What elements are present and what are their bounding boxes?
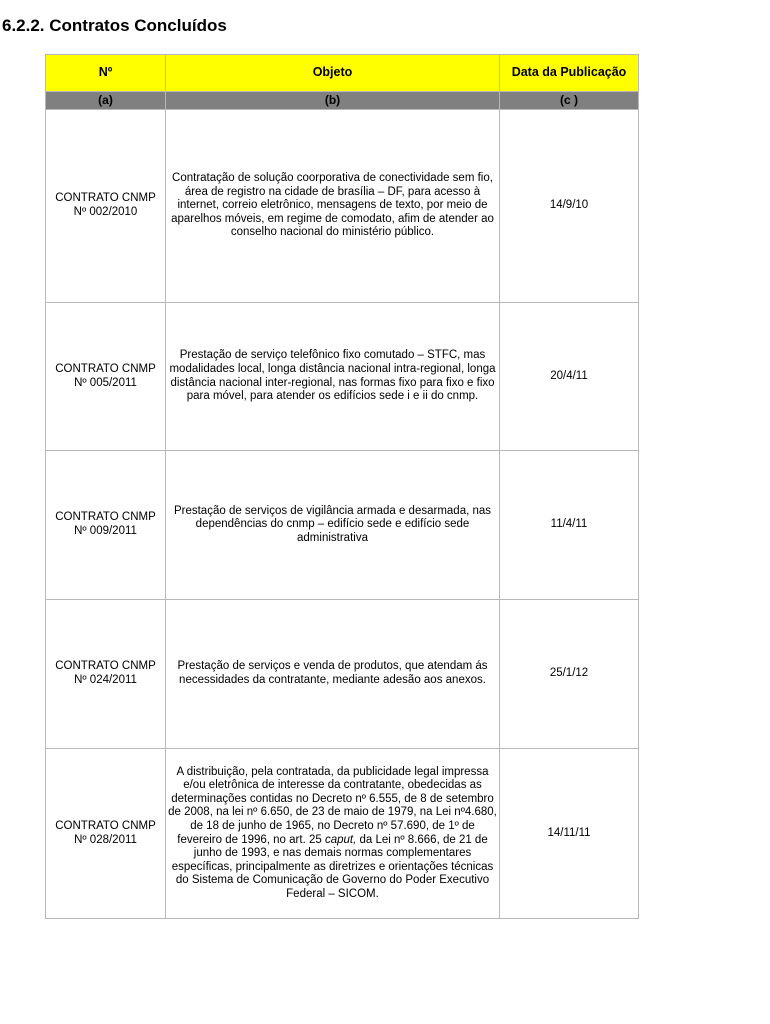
contract-object: Contratação de solução coorporativa de conectividade sem fio, área de registro na cidade de brasília – DF, para acesso à internet, correio eletrônico, mensagens de texto, por meio de aparelhos móveis, em regime de comodato, afim de atender ao conselho nacional do ministério público. (166, 110, 500, 303)
contract-object-text-2: da Lei nº 8.666, de 21 de junho de 1993, e nas demais normas complementares específicas, principalmente as diretrizes e orientações técnicas do Sistema de Comunicação de Governo do Poder Executivo Federal – SICOM. (171, 833, 494, 900)
publication-date: 20/4/11 (500, 303, 639, 451)
contract-number (46, 110, 166, 303)
publication-date: 11/4/11 (500, 451, 639, 600)
contract-object: Prestação de serviços e venda de produtos, que atendam ás necessidades da contratante, mediante adesão aos anexos. (166, 600, 500, 749)
contract-number (46, 303, 166, 451)
contract-number-line1: CONTRATO CNMP (55, 362, 156, 375)
contract-number-line2: Nº 005/2011 (74, 376, 137, 389)
contract-number-line1: CONTRATO CNMP (55, 660, 156, 673)
contract-number-line2: Nº 002/2010 (73, 206, 138, 218)
contract-number-line2: Nº 024/2011 (74, 674, 137, 686)
contracts-table (45, 54, 639, 919)
publication-date: 14/11/11 (500, 749, 639, 919)
contract-number (46, 600, 166, 749)
contract-number-line2: Nº 009/2011 (74, 525, 137, 537)
contract-object (166, 749, 500, 919)
contract-number-line2: Nº 028/2011 (74, 833, 137, 846)
table-row (46, 451, 639, 600)
contract-object: Prestação de serviço telefônico fixo comutado – STFC, mas modalidades local, longa distância nacional intra-regional, longa distância nacional inter-regional, nas formas fixo para fixo e fixo para móvel, para atender os edifícios sede i e ii do cnmp. (166, 303, 500, 451)
contract-number-line1: CONTRATO CNMP (55, 511, 156, 524)
table-row (46, 110, 639, 303)
section-title: 6.2.2. Contratos Concluídos (2, 16, 227, 35)
header-numero: Nº (46, 55, 166, 92)
contract-object-text-1: A distribuição, pela contratada, da publicidade legal impressa e/ou eletrônica de interesse da contratante, obedecidas as determinações contidas no Decreto nº 6.555, de 8 de setembro de 2008, na lei nº 6.650, de 23 de maio de 1979, na Lei nº4.680, de 18 de junho de 1965, no Decreto nº 57.690, de 1º de fevereiro de 1996, no art. 25 (168, 765, 497, 846)
subheader-b: (b) (166, 92, 500, 110)
contract-number (46, 451, 166, 600)
subheader-row (46, 92, 639, 110)
table-row (46, 600, 639, 749)
contract-number-line1: CONTRATO CNMP (55, 819, 156, 832)
contract-object: Prestação de serviços de vigilância armada e desarmada, nas dependências do cnmp – edifício sede e edifício sede administrativa (166, 451, 500, 600)
table-row (46, 303, 639, 451)
subheader-a: (a) (46, 92, 166, 110)
publication-date: 14/9/10 (500, 110, 639, 303)
contract-object-italic: caput, (324, 833, 357, 846)
contract-number-line1: CONTRATO CNMP (55, 192, 156, 205)
table-row (46, 749, 639, 919)
subheader-c: (c ) (500, 92, 639, 110)
header-row (46, 55, 639, 92)
header-objeto: Objeto (166, 55, 500, 92)
header-data: Data da Publicação (500, 55, 639, 92)
contract-number (46, 749, 166, 919)
publication-date: 25/1/12 (500, 600, 639, 749)
